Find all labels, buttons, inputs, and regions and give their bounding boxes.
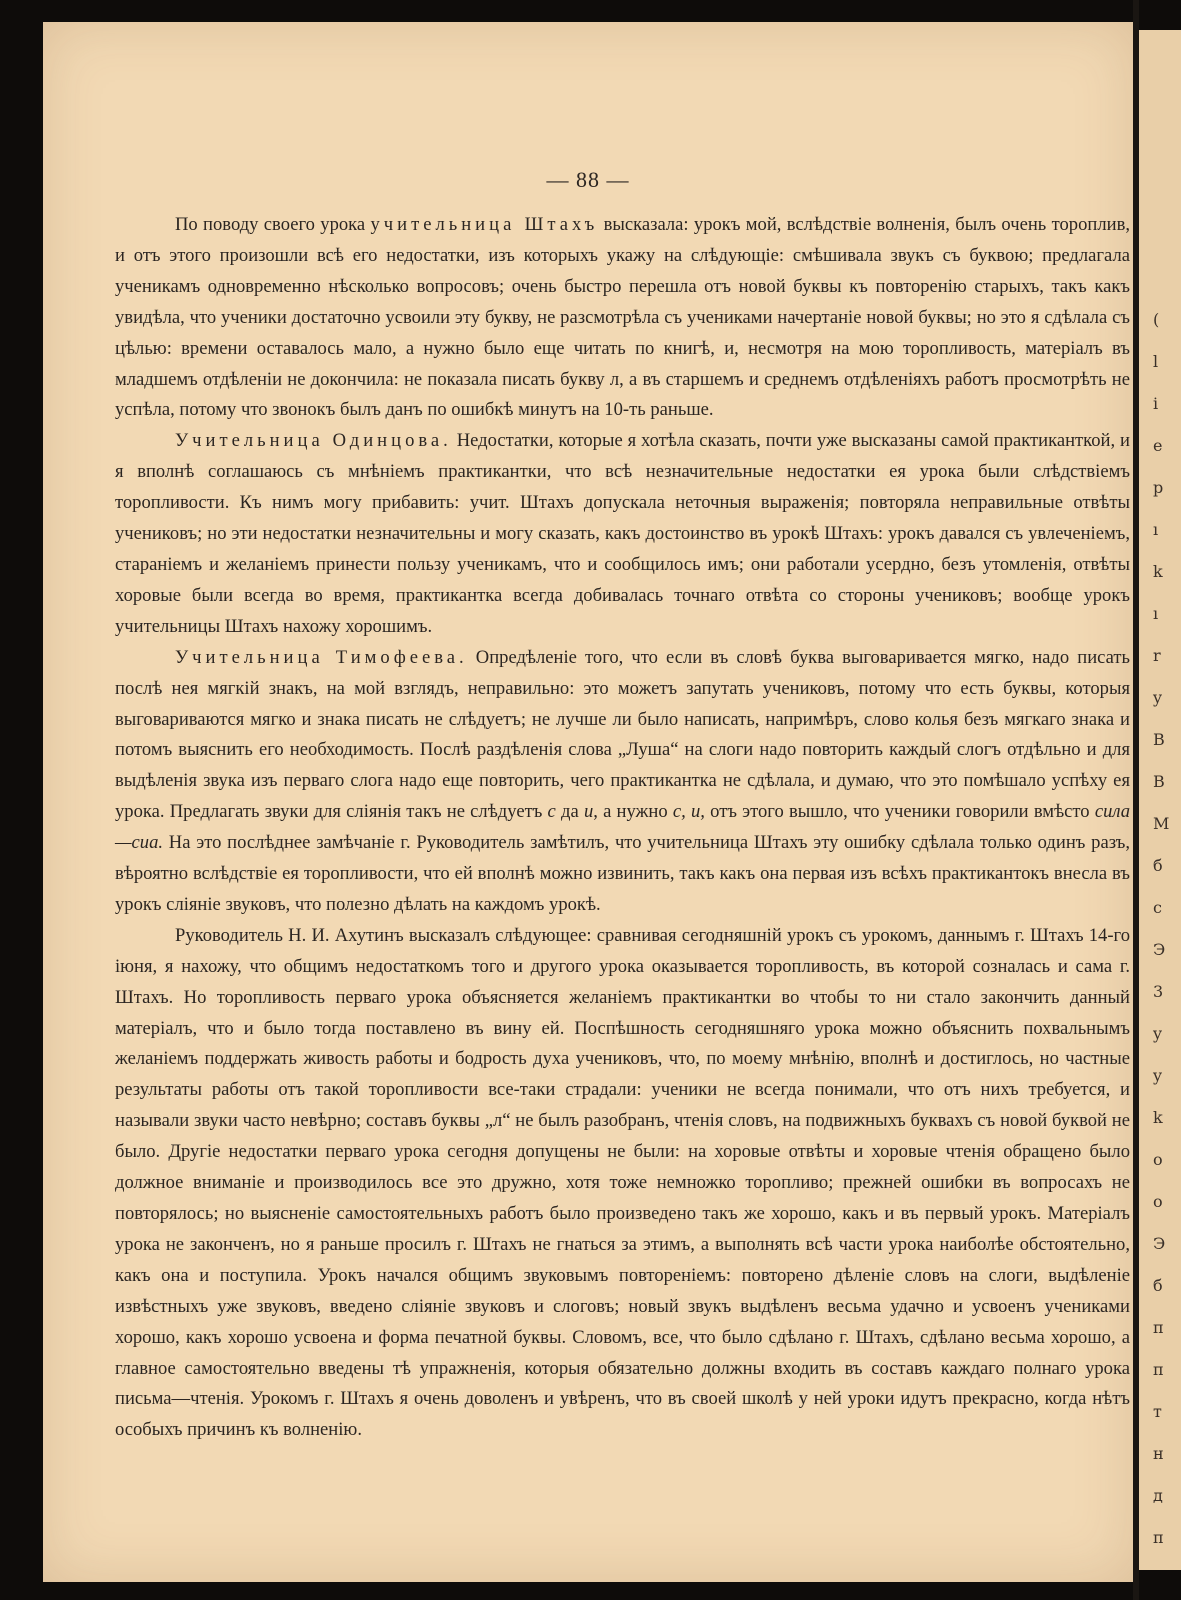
adjacent-page-fragment: п — [1153, 1318, 1164, 1337]
adjacent-page-fragment: B — [1153, 730, 1165, 749]
adjacent-page-fragment: o — [1153, 1192, 1163, 1211]
adjacent-page-fragment: o — [1153, 1150, 1163, 1169]
adjacent-page-fragment: п — [1153, 1528, 1164, 1547]
adjacent-page-fragment: y — [1153, 1024, 1163, 1043]
adjacent-page-fragment: 3 — [1153, 982, 1164, 1001]
adjacent-page-fragment: r — [1153, 646, 1161, 665]
text-segment: По поводу своего урока — [175, 214, 371, 235]
adjacent-page-fragment: i — [1153, 394, 1159, 413]
text-segment: Руководитель Н. И. Ахутинъ высказалъ слѣдующее: сравнивая сегодняшній урокъ съ урокомъ, даннымъ г. Штахъ 14-го іюня, я нахожу, что общимъ недостаткомъ того и другого урока оказывается торопливость, въ которой созналась и сама г. Штахъ. Но торопливость перваго урока объясняется желаніемъ практикантки во чтобы то ни стало закончить данный матеріалъ, что и было тогда поставлено въ вину ей. Поспѣшность сегодняшняго урока можно объяснить похвальнымъ желаніемъ поддержать живость работы и бодрость духа учениковъ, что, по моему мнѣнію, вполнѣ и достиглось, но частные результаты работы отъ такой торопливости все-таки страдали: ученики не всегда понимали, что отъ нихъ требуется, и называли звуки часто невѣрно; составъ буквы „л“ не былъ разобранъ, чтенія словъ, на подвижныхъ буквахъ съ новой буквой не было. Другіе недостатки перваго урока сегодня допущены не были: на хоровые отвѣты и хоровые чтенія обращено было должное вниманіе и производилось все это дружно, хотя тоже немножко торопливо; прежней ошибки въ вопросахъ не повторялось; но выясненіе самостоятельныхъ работъ было произведено такъ же хорошо, какъ и въ первый урокъ. Матеріалъ урока не законченъ, но я раньше просилъ г. Штахъ не гнаться за этимъ, а выполнять всѣ части урока наиболѣе обстоятельно, какъ она и поступила. Урокъ начался общимъ звуковымъ повтореніемъ: повторено дѣленіе словъ на слоги, выдѣленіе извѣстныхъ уже звуковъ, введено сліяніе звуковъ и слоговъ; новый звукъ выдѣленъ весьма удачно и усвоенъ учениками хорошо, какъ хорошо усвоена и форма печатной буквы. Словомъ, все, что было сдѣлано г. Штахъ, сдѣлано весьма хорошо, а главное самостоятельно введены тѣ упражненія, которыя обязательно должны входить въ составъ каждаго полнаго урока письма—чтенія. Урокомъ г. Штахъ я очень доволенъ и увѣренъ, что въ своей школѣ у ней уроки идутъ прекрасно, когда нѣтъ особыхъ причинъ къ волненію. — [115, 924, 1130, 1441]
text-segment: отъ этого вышло, что ученики говорили вмѣсто — [704, 801, 1095, 823]
body-text — [115, 210, 1130, 1446]
text-segment: с — [547, 801, 556, 823]
adjacent-page-fragment: p — [1153, 478, 1164, 497]
paragraph — [115, 921, 1130, 1446]
adjacent-page-edge — [1139, 30, 1181, 1570]
adjacent-page-fragment: д — [1153, 1486, 1163, 1505]
adjacent-page-fragment: Э — [1153, 1234, 1166, 1253]
adjacent-page-fragment: б — [1153, 856, 1163, 875]
adjacent-page-fragment: k — [1153, 562, 1163, 581]
paragraph — [115, 426, 1130, 642]
text-segment: Учительница Тимофеева. — [175, 646, 468, 668]
adjacent-page-fragment: c — [1153, 898, 1162, 917]
adjacent-page-fragment: y — [1153, 688, 1163, 707]
page-number: — 88 — — [546, 167, 630, 192]
adjacent-page-fragment: B — [1153, 772, 1165, 791]
text-segment: сила—сиа. — [115, 801, 1130, 854]
text-segment: , а нужно — [593, 801, 673, 823]
adjacent-page-fragment: т — [1153, 1402, 1162, 1421]
adjacent-page-fragment: ( — [1153, 310, 1160, 329]
adjacent-page-fragment: k — [1153, 1108, 1163, 1127]
text-segment: Учительница Одинцова. — [175, 430, 452, 452]
adjacent-page-fragment: l — [1153, 352, 1159, 371]
text-segment: да — [555, 801, 584, 823]
adjacent-page-fragment: e — [1153, 436, 1163, 455]
adjacent-page-fragment: ı — [1153, 520, 1159, 539]
adjacent-page-fragment: н — [1153, 1444, 1164, 1463]
text-segment: Недостатки, которые я хотѣла сказать, почти уже высказаны самой практиканткой, и я вполнѣ соглашаюсь съ мнѣніемъ практикантки, что всѣ незначительные недостатки ея урока были слѣдствіемъ торопливости. Къ нимъ могу прибавить: учит. Штахъ допускала неточныя выраженія; повторяла неправильные отвѣты учениковъ; но эти недостатки незначительны и могу сказать, какъ достоинство въ урокѣ Штахъ: урокъ давался съ увлеченіемъ, стараніемъ и желаніемъ принести пользу ученикамъ, что и сообщилось имъ; они работали усердно, безъ утомленія, отвѣты хоровые были всегда во время, практикантка всегда добивалась точнаго отвѣта со стороны учениковъ; вообще урокъ учительницы Штахъ нахожу хорошимъ. — [115, 430, 1130, 637]
text-segment: Опредѣленіе того, что если въ словѣ буква выговаривается мягко, надо писать послѣ нея мягкій знакъ, на мой взглядъ, неправильно: это можетъ запутать учениковъ, потому что есть буквы, которыя выговариваются мягко и знака писать не слѣдуетъ; не лучше ли было написать, напримѣръ, слово колья безъ мягкаго знака и потомъ выяснить его необходимость. Послѣ раздѣленія слова „Луша“ на слоги надо повторить каждый слогъ отдѣльно и для выдѣленія звука изъ перваго слога надо еще повторить, чего практикантка не сдѣлала, и думаю, что это помѣшало успѣху ея урока. Предлагать звуки для сліянія такъ не слѣдуетъ — [115, 646, 1130, 823]
text-segment: учительница Штахъ — [370, 214, 599, 235]
text-segment: с, и, — [672, 801, 705, 823]
adjacent-page-fragment: п — [1153, 1360, 1164, 1379]
text-segment: высказала: урокъ мой, вслѣдствіе волненія, былъ очень тороплив, и отъ этого произошли всѣ его недостатки, изъ которыхъ укажу на слѣдующіе: смѣшивала звукъ съ буквою; предлагала ученикамъ одновременно нѣсколько вопросовъ; очень быстро перешла отъ новой буквы къ повторенію старыхъ, такъ какъ увидѣла, что ученики достаточно усвоили эту букву, не разсмотрѣла съ учениками начертаніе новой буквы; но это я сдѣлала съ цѣлью: времени оставалось мало, а нужно было еще читать по книгѣ, и, несмотря на мою торопливость, матеріалъ въ младшемъ отдѣленіи не докончила: не показала писать букву л, а въ старшемъ и среднемъ отдѣленіяхъ работъ просмотрѣть не успѣла, потому что звонокъ былъ данъ по ошибкѣ минутъ на 10-ть раньше. — [115, 214, 1130, 421]
text-segment: и — [583, 801, 594, 823]
book-page — [43, 22, 1133, 1582]
paragraph — [115, 210, 1130, 426]
text-segment: На это послѣднее замѣчаніе г. Руководитель замѣтилъ, что учительница Штахъ эту ошибку сдѣлала только одинъ разъ, вѣроятно вслѣдствіе ея торопливости, что ей вполнѣ можно извинить, такъ какъ она первая изъ всѣхъ практикантокъ внесла въ урокъ сліяніе звуковъ, что полезно дѣлать на каждомъ урокѣ. — [115, 832, 1130, 915]
adjacent-page-fragment: M — [1153, 814, 1170, 833]
adjacent-page-fragment: y — [1153, 1066, 1163, 1085]
adjacent-page-fragment: б — [1153, 1276, 1163, 1295]
adjacent-page-fragment: ı — [1153, 604, 1159, 623]
adjacent-page-fragment: Э — [1153, 940, 1166, 959]
paragraph — [115, 643, 1130, 921]
